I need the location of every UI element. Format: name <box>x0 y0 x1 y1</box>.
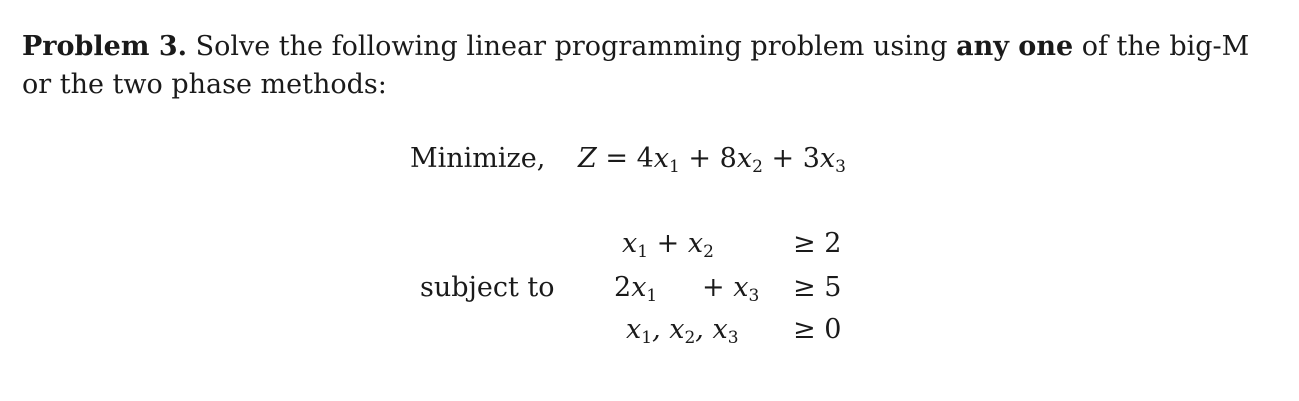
equals-sign: = <box>605 143 628 174</box>
constraint-1-rhs: 2 <box>824 228 842 259</box>
problem-statement <box>22 28 1282 104</box>
constraint-2-relation <box>793 272 841 303</box>
objective-function <box>410 143 846 177</box>
constraint-2-term2: + $x_3$ <box>702 272 760 306</box>
variable-x2: $x_2$ <box>736 143 763 177</box>
variable-x3: $x_3$ <box>819 143 846 177</box>
geq-sign: ≥ <box>793 272 816 303</box>
constraint-2-term1: $2x_1$ <box>614 272 658 306</box>
constraint-3-rhs: 0 <box>824 314 842 345</box>
objective-variable: Z <box>578 143 597 174</box>
constraint-1-relation <box>793 228 841 259</box>
problem-emphasis: any one <box>956 31 1074 62</box>
objective-label: Minimize, <box>410 143 546 174</box>
coefficient-x1: 4 <box>636 143 654 174</box>
constraint-1-lhs: $x_1 + x_2$ <box>622 228 714 262</box>
plus-sign: + <box>688 143 712 174</box>
plus-sign: + <box>771 143 795 174</box>
problem-text-before: Solve the following linear programming problem using <box>187 31 957 62</box>
constraint-3-relation <box>793 314 841 345</box>
constraint-2-rhs: 5 <box>824 272 842 303</box>
problem-text-after: of the big-M or the two phase methods: <box>22 31 1250 100</box>
problem-label: Problem 3. <box>22 31 188 62</box>
geq-sign: ≥ <box>793 314 816 345</box>
variable-x1: $x_1$ <box>653 143 680 177</box>
coefficient-x2: 8 <box>719 143 737 174</box>
constraint-3-lhs: $x_1$, $x_2$, $x_3$ <box>626 314 739 348</box>
constraints-label: subject to <box>420 272 555 303</box>
geq-sign: ≥ <box>793 228 816 259</box>
coefficient-x3: 3 <box>802 143 820 174</box>
